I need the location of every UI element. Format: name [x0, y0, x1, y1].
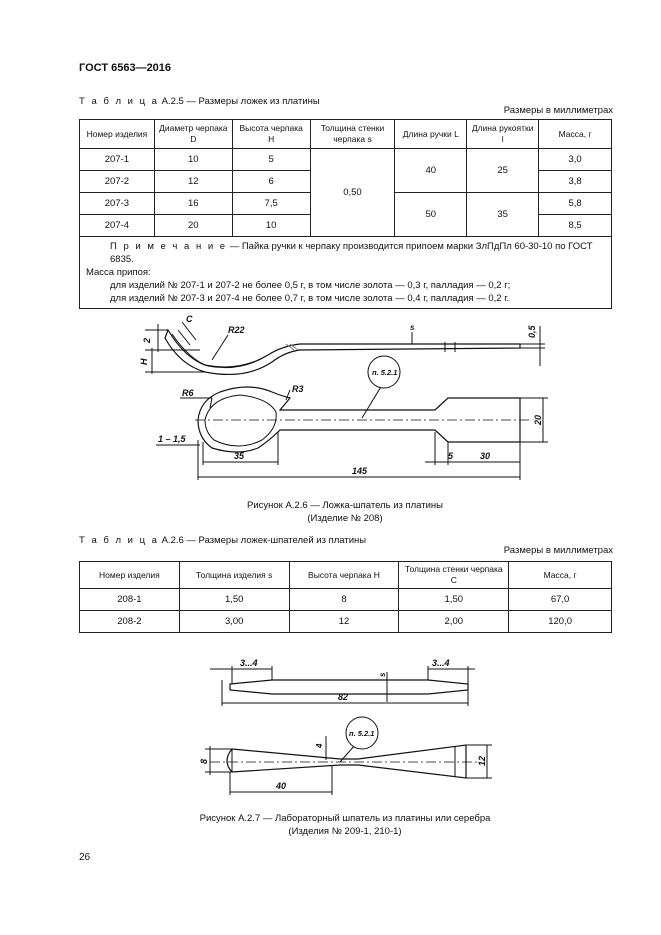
- cell: 1,50: [399, 589, 509, 611]
- cell: 20: [154, 215, 232, 237]
- col-header: Масса, г: [539, 120, 612, 149]
- c-leader: [178, 330, 190, 345]
- figure-a27-caption: [170, 812, 520, 838]
- r22-leader: [212, 335, 228, 360]
- cell: 12: [154, 171, 232, 193]
- cell: 207-1: [80, 149, 155, 171]
- ref-leader: [362, 385, 382, 418]
- dim-h: H: [139, 358, 149, 365]
- cell: 208-2: [80, 611, 180, 633]
- note-line-2: для изделий № 207-3 и 207-4 не более 0,7 г, в том числе золота — 0,4 г, палладия — 0,2 г.: [110, 293, 510, 304]
- col-header: Толщина стенки черпака s: [310, 120, 395, 149]
- table-note: [80, 237, 612, 309]
- cell: 8,5: [539, 215, 612, 237]
- dim-s: s: [378, 672, 387, 677]
- dim-c: C: [186, 314, 193, 324]
- cell: 1,50: [179, 589, 289, 611]
- dim-20: 20: [533, 414, 543, 425]
- col-header: Номер изделия: [80, 562, 180, 589]
- cell: 12: [289, 611, 399, 633]
- dim-4: 4: [315, 743, 324, 748]
- cell: 5: [232, 149, 310, 171]
- cell: 7,5: [232, 193, 310, 215]
- cell: 2,00: [399, 611, 509, 633]
- figure-a26-title: Рисунок А.2.6 — Ложка-шпатель из платины: [247, 500, 443, 511]
- dim-s: s: [410, 323, 415, 332]
- table-a26-title-text: А.2.6 — Размеры ложек-шпателей из платины: [161, 535, 367, 546]
- cell: 3,00: [179, 611, 289, 633]
- table-row: [80, 149, 612, 171]
- dim-8: 8: [199, 758, 209, 764]
- cell: 207-4: [80, 215, 155, 237]
- table-a26-label: Т а б л и ц а: [79, 535, 159, 546]
- col-header: Длина ручки L: [395, 120, 467, 149]
- table-a25: [79, 119, 612, 309]
- cell: 16: [154, 193, 232, 215]
- dim-40: 40: [276, 781, 287, 791]
- page-number: 26: [79, 852, 91, 863]
- spatula-side-profile: [230, 680, 468, 694]
- spatula-top-profile: [227, 745, 466, 778]
- dim-35: 35: [234, 451, 245, 461]
- dim-r22: R22: [228, 325, 245, 335]
- note-line-1: для изделий № 207-1 и 207-2 не более 0,5 г, в том числе золота — 0,3 г, палладия — 0,2 г;: [110, 280, 511, 291]
- table-a26-units: Размеры в миллиметрах: [503, 545, 613, 556]
- cell: 10: [154, 149, 232, 171]
- dim-r6: R6: [182, 388, 194, 398]
- dim-34-left: 3...4: [240, 658, 258, 668]
- figure-a26-caption: [200, 499, 490, 525]
- standard-header: ГОСТ 6563—2016: [79, 62, 172, 74]
- dim-145: 145: [352, 466, 368, 476]
- col-header: Толщина стенки черпака C: [399, 562, 509, 589]
- dim-2: 2: [142, 337, 152, 343]
- cell: 5,8: [539, 193, 612, 215]
- cell-merged-l2: 35: [467, 193, 539, 237]
- table-row: [80, 589, 612, 611]
- col-header: Масса, г: [509, 562, 612, 589]
- dim-05: 0,5: [527, 325, 537, 338]
- dim-12: 12: [477, 755, 487, 766]
- note-label: П р и м е ч а н и е: [110, 241, 228, 252]
- table-a26: [79, 561, 612, 633]
- table-header-row: [80, 562, 612, 589]
- table-note-row: [80, 237, 612, 309]
- spoon-bowl-inner: [205, 395, 276, 446]
- dim-82: 82: [338, 692, 349, 702]
- cell: 207-2: [80, 171, 155, 193]
- col-header: Толщина изделия s: [179, 562, 289, 589]
- ref-label: п. 5.2.1: [349, 729, 375, 738]
- table-a25-label: Т а б л и ц а: [79, 96, 159, 107]
- cell: 3,8: [539, 171, 612, 193]
- dim-30: 30: [480, 451, 491, 461]
- cell: 208-1: [80, 589, 180, 611]
- cell-merged-L2: 50: [395, 193, 467, 237]
- dim-34-right: 3...4: [432, 658, 450, 668]
- cell-merged-l1: 25: [467, 149, 539, 193]
- note-mass-title: Масса припоя:: [86, 267, 151, 278]
- cell: 67,0: [509, 589, 612, 611]
- table-a25-title: [79, 96, 320, 107]
- cell-merged-s: 0,50: [310, 149, 395, 237]
- table-a25-units: Размеры в миллиметрах: [503, 105, 613, 116]
- cell: 3,0: [539, 149, 612, 171]
- spoon-top-profile: [198, 387, 520, 452]
- cell: 6: [232, 171, 310, 193]
- cell: 120,0: [509, 611, 612, 633]
- cell: 8: [289, 589, 399, 611]
- col-header: Диаметр черпака D: [154, 120, 232, 149]
- col-header: Высота черпака H: [232, 120, 310, 149]
- table-header-row: [80, 120, 612, 149]
- figure-a26-drawing: [0, 310, 661, 490]
- figure-a27-subtitle: (Изделия № 209-1, 210-1): [288, 826, 402, 837]
- note-text: — Пайка ручки к черпаку производится припоем марки ЗлПдПл 60-30-10 по ГОСТ 6835.: [110, 241, 593, 265]
- col-header: Высота черпака H: [289, 562, 399, 589]
- figure-a26-subtitle: (Изделие № 208): [307, 513, 383, 524]
- dim-5: 5: [448, 451, 454, 461]
- cell: 207-3: [80, 193, 155, 215]
- col-header: Длина рукоятки l: [467, 120, 539, 149]
- col-header: Номер изделия: [80, 120, 155, 149]
- table-a26-title: [79, 535, 366, 546]
- table-a25-title-text: А.2.5 — Размеры ложек из платины: [161, 96, 320, 107]
- dim-range: 1 – 1,5: [158, 434, 186, 444]
- table-row: [80, 611, 612, 633]
- cell: 10: [232, 215, 310, 237]
- dim-r3: R3: [292, 384, 304, 394]
- figure-a27-title: Рисунок А.2.7 — Лабораторный шпатель из платины или серебра: [199, 813, 491, 824]
- ref-label: п. 5.2.1: [372, 368, 398, 377]
- cell-merged-L1: 40: [395, 149, 467, 193]
- figure-a27-drawing: [0, 650, 661, 808]
